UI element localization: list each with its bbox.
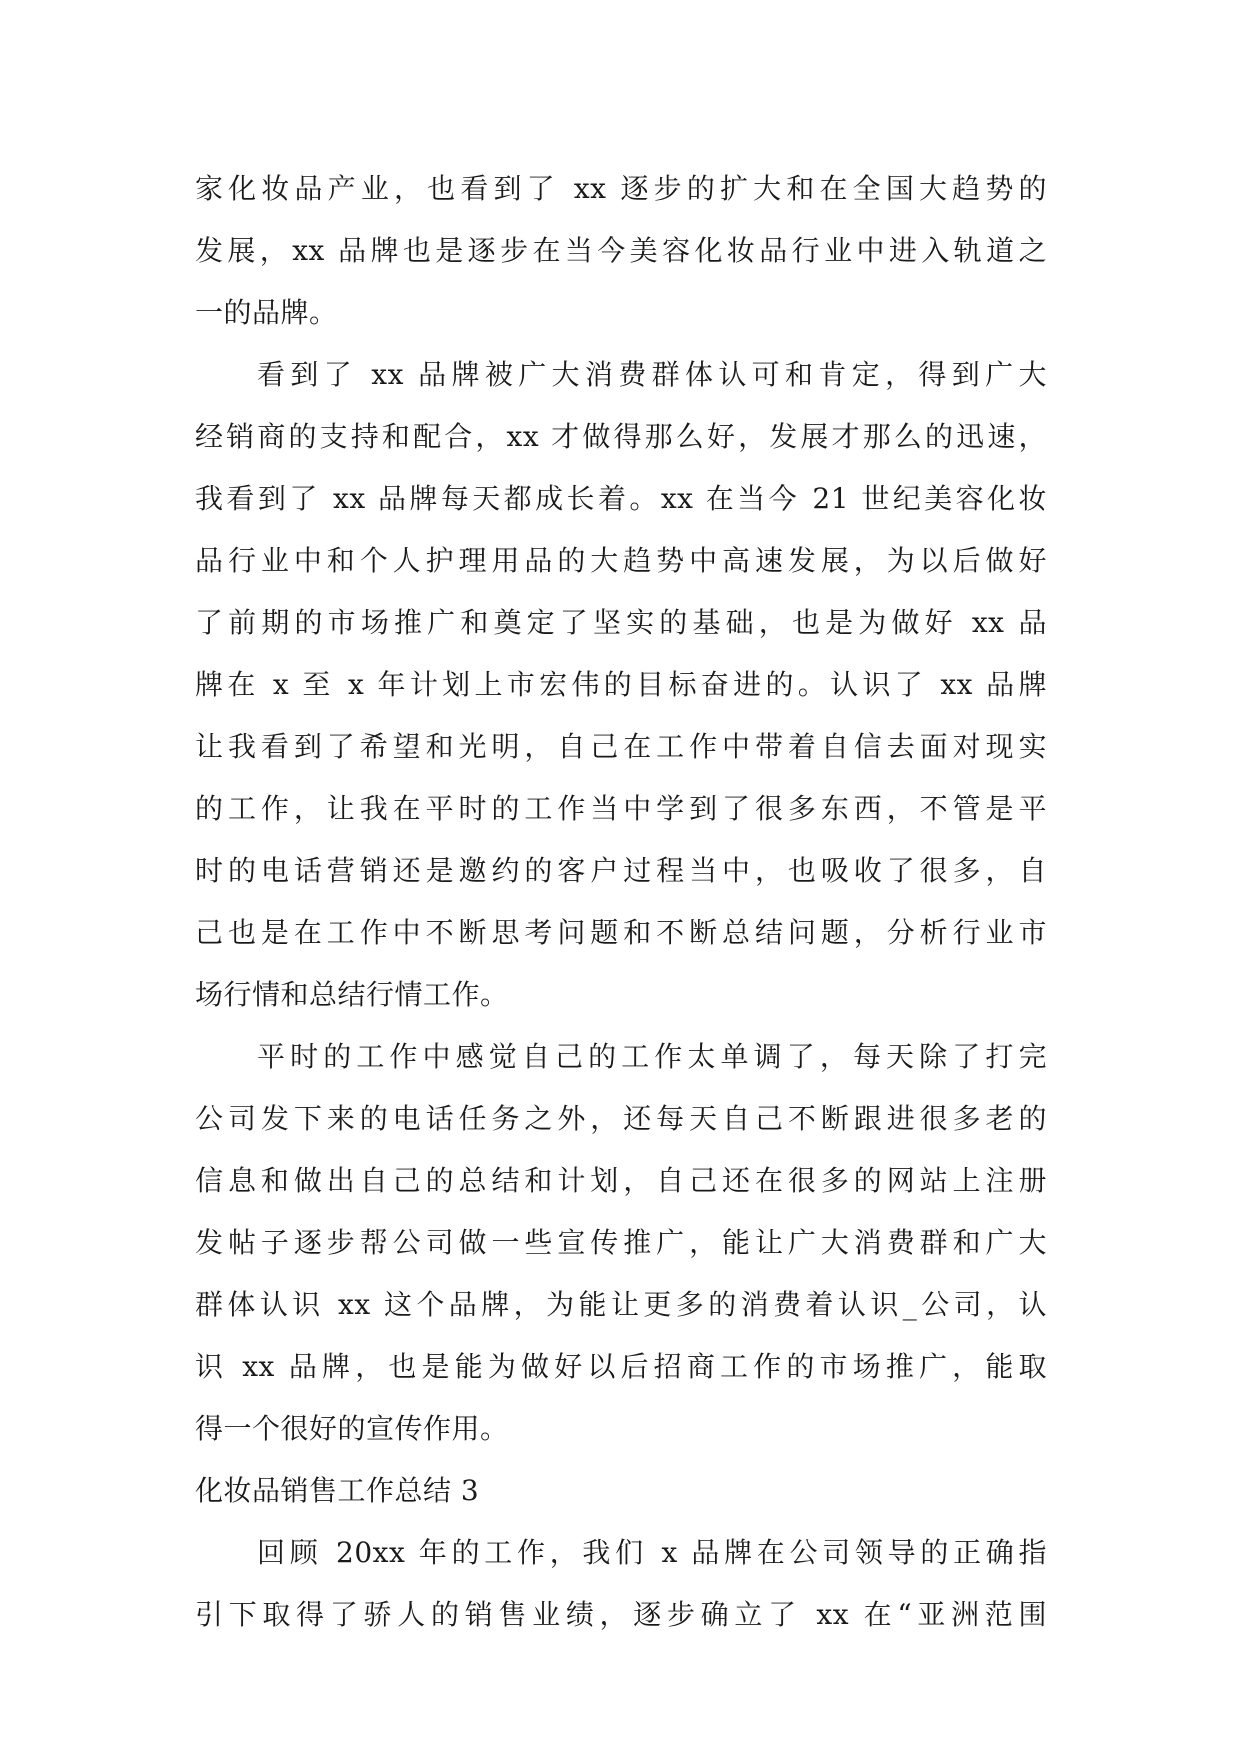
paragraph-line: 平时的工作中感觉自己的工作太单调了，每天除了打完 [257,1040,1047,1073]
paragraph-line: 群体认识 xx 这个品牌，为能让更多的消费着认识_公司，认 [195,1288,1047,1321]
paragraph-line: 品行业中和个人护理用品的大趋势中高速发展，为以后做好 [195,544,1047,577]
paragraph-line: 场行情和总结行情工作。 [195,978,509,1011]
paragraph-line: 发帖子逐步帮公司做一些宣传推广，能让广大消费群和广大 [195,1226,1047,1259]
paragraph-line: 发展，xx 品牌也是逐步在当今美容化妆品行业中进入轨道之 [195,234,1047,267]
paragraph-1 [195,158,1047,344]
paragraph-line: 我看到了 xx 品牌每天都成长着。xx 在当今 21 世纪美容化妆 [195,482,1047,515]
paragraph-3 [195,1026,1047,1460]
paragraph-4 [195,1522,1047,1646]
paragraph-line: 的工作，让我在平时的工作当中学到了很多东西，不管是平 [195,792,1047,825]
document-body [195,158,1047,1646]
section-heading: 化妆品销售工作总结 3 [195,1474,480,1507]
paragraph-line: 公司发下来的电话任务之外，还每天自己不断跟进很多老的 [195,1102,1047,1135]
paragraph-line: 看到了 xx 品牌被广大消费群体认可和肯定，得到广大 [257,358,1047,391]
paragraph-line: 引下取得了骄人的销售业绩，逐步确立了 xx 在“亚洲范围 [195,1598,1047,1631]
paragraph-line: 让我看到了希望和光明，自己在工作中带着自信去面对现实 [195,730,1047,763]
paragraph-line: 回顾 20xx 年的工作，我们 x 品牌在公司领导的正确指 [257,1536,1047,1569]
paragraph-2 [195,344,1047,1026]
paragraph-line: 己也是在工作中不断思考问题和不断总结问题，分析行业市 [195,916,1047,949]
paragraph-line: 识 xx 品牌，也是能为做好以后招商工作的市场推广，能取 [195,1350,1047,1383]
paragraph-line: 时的电话营销还是邀约的客户过程当中，也吸收了很多，自 [195,854,1047,887]
paragraph-line: 一的品牌。 [195,296,338,329]
paragraph-line: 经销商的支持和配合，xx 才做得那么好，发展才那么的迅速， [195,420,1047,453]
paragraph-line: 牌在 x 至 x 年计划上市宏伟的目标奋进的。认识了 xx 品牌 [195,668,1047,701]
paragraph-line: 得一个很好的宣传作用。 [195,1412,509,1445]
paragraph-line: 家化妆品产业，也看到了 xx 逐步的扩大和在全国大趋势的 [195,172,1047,205]
paragraph-line: 了前期的市场推广和奠定了坚实的基础，也是为做好 xx 品 [195,606,1047,639]
paragraph-line: 信息和做出自己的总结和计划，自己还在很多的网站上注册 [195,1164,1047,1197]
